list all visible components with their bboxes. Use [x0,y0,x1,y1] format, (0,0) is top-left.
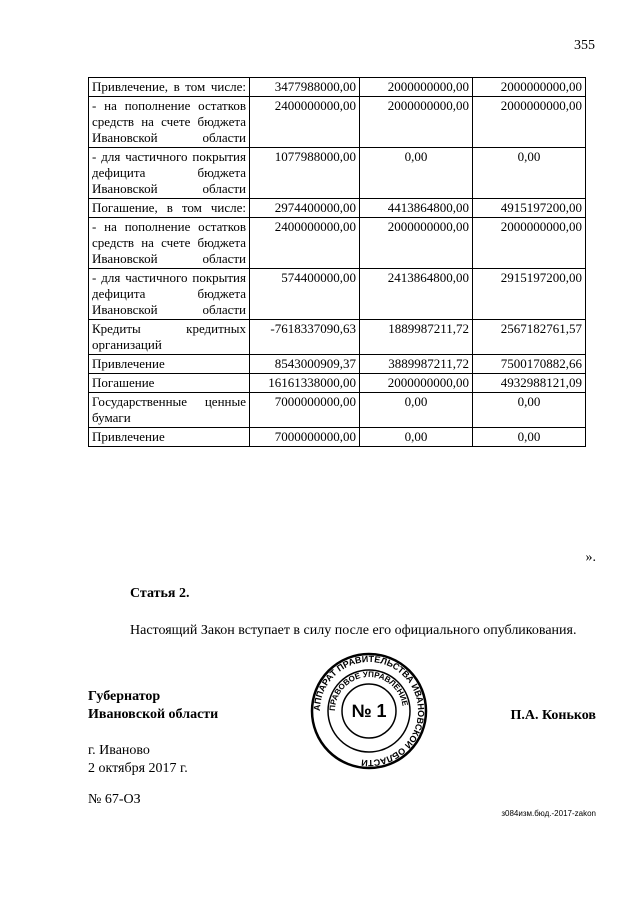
signer-title [88,688,218,724]
table-row [89,374,586,393]
value-cell: 4413864800,00 [360,199,473,218]
row-label: Государственные ценные бумаги [89,393,250,428]
law-number: № 67-ОЗ [88,792,141,807]
value-cell: 2000000000,00 [360,78,473,97]
value-cell: 2000000000,00 [473,78,586,97]
value-cell: 2000000000,00 [360,218,473,269]
row-label: Кредиты кредитных организаций [89,320,250,355]
value-cell: 0,00 [360,428,473,447]
table-row [89,78,586,97]
value-cell: 0,00 [473,428,586,447]
value-cell: 2400000000,00 [250,97,360,148]
table-row [89,428,586,447]
stamp-inner-text: ПРАВОВОЕ УПРАВЛЕНИЕ [327,669,410,712]
row-label: - для частичного покрытия дефицита бюджета Ивановской области [89,148,250,199]
article-heading: Статья 2. [130,586,190,601]
value-cell: 0,00 [360,393,473,428]
value-cell: 4932988121,09 [473,374,586,393]
value-cell: 2000000000,00 [473,218,586,269]
value-cell: 2974400000,00 [250,199,360,218]
row-label: Привлечение, в том числе: [89,78,250,97]
table-row [89,218,586,269]
row-label: Погашение, в том числе: [89,199,250,218]
row-label: - для частичного покрытия дефицита бюджета Ивановской области [89,269,250,320]
value-cell: 1077988000,00 [250,148,360,199]
signer-name: П.А. Коньков [510,708,596,723]
page-number: 355 [574,38,595,53]
value-cell: 3889987211,72 [360,355,473,374]
value-cell: 7500170882,66 [473,355,586,374]
budget-table [88,77,586,447]
stamp-number: № 1 [351,701,387,721]
law-text: Настоящий Закон вступает в силу после его официального опубликования. [130,623,577,638]
official-stamp [310,652,428,770]
row-label: - на пополнение остатков средств на счете бюджета Ивановской области [89,218,250,269]
place: г. Иваново [88,743,150,758]
value-cell: 2567182761,57 [473,320,586,355]
value-cell: 4915197200,00 [473,199,586,218]
value-cell: 7000000000,00 [250,428,360,447]
signer-title-line1: Губернатор [88,689,161,704]
closing-quote: ». [585,550,596,565]
table-row [89,393,586,428]
value-cell: 7000000000,00 [250,393,360,428]
value-cell: 2000000000,00 [360,374,473,393]
row-label: Привлечение [89,428,250,447]
table-row [89,320,586,355]
signer-title-line2: Ивановской области [88,707,219,722]
table-row [89,148,586,199]
value-cell: 2413864800,00 [360,269,473,320]
value-cell: 0,00 [360,148,473,199]
row-label: Погашение [89,374,250,393]
date: 2 октября 2017 г. [88,761,188,776]
row-label: - на пополнение остатков средств на счете бюджета Ивановской области [89,97,250,148]
table-row [89,269,586,320]
value-cell: 2915197200,00 [473,269,586,320]
value-cell: 3477988000,00 [250,78,360,97]
value-cell: 574400000,00 [250,269,360,320]
file-reference: з084изм.бюд.-2017-zakon [501,809,596,818]
value-cell: 2000000000,00 [473,97,586,148]
row-label: Привлечение [89,355,250,374]
value-cell: 2000000000,00 [360,97,473,148]
value-cell: 8543000909,37 [250,355,360,374]
table-row [89,199,586,218]
table-row [89,97,586,148]
stamp-outer-text: АППАРАТ ПРАВИТЕЛЬСТВА ИВАНОВСКОЙ ОБЛАСТИ [311,653,427,769]
value-cell: 0,00 [473,393,586,428]
value-cell: 0,00 [473,148,586,199]
place-date [88,742,188,778]
value-cell: 1889987211,72 [360,320,473,355]
value-cell: 2400000000,00 [250,218,360,269]
value-cell: -7618337090,63 [250,320,360,355]
table-row [89,355,586,374]
value-cell: 16161338000,00 [250,374,360,393]
